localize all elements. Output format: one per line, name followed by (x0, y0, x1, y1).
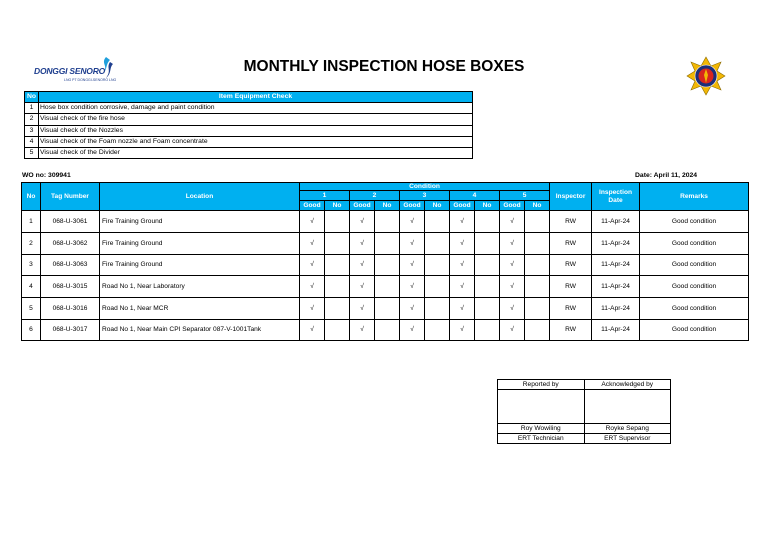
check-good-4: √ (450, 319, 475, 341)
condition-group-2: 2 (350, 191, 400, 201)
check-good-3: √ (400, 232, 425, 254)
col-header-item: Item Equipment Check (39, 92, 473, 103)
checklist-no: 5 (25, 147, 39, 158)
work-order-number: WO no: 309941 (22, 172, 71, 179)
fire-department-emblem-icon (686, 56, 726, 96)
check-no-5 (525, 276, 550, 298)
check-no-1 (325, 319, 350, 341)
checklist-no: 3 (25, 125, 39, 136)
check-no-4 (475, 276, 500, 298)
check-good-3: √ (400, 298, 425, 320)
checklist-text: Visual check of the Nozzles (39, 125, 473, 136)
col-no: No (525, 201, 550, 211)
location: Fire Training Ground (100, 254, 300, 276)
check-good-2: √ (350, 319, 375, 341)
checklist-row (25, 147, 473, 158)
check-no-2 (375, 211, 400, 233)
col-header-no: No (25, 92, 39, 103)
check-good-5: √ (500, 319, 525, 341)
col-header-location: Location (100, 183, 300, 211)
check-good-1: √ (300, 254, 325, 276)
location: Fire Training Ground (100, 232, 300, 254)
check-no-4 (475, 232, 500, 254)
check-no-3 (425, 211, 450, 233)
checklist-row (25, 114, 473, 125)
inspection-date: 11-Apr-24 (592, 298, 640, 320)
tag-number: 068-U-3017 (41, 319, 100, 341)
inspector: RW (550, 254, 592, 276)
tag-number: 068-U-3016 (41, 298, 100, 320)
row-no: 3 (22, 254, 41, 276)
check-good-2: √ (350, 232, 375, 254)
check-no-3 (425, 232, 450, 254)
check-no-2 (375, 298, 400, 320)
inspection-date: 11-Apr-24 (592, 232, 640, 254)
check-good-3: √ (400, 276, 425, 298)
page-title: MONTHLY INSPECTION HOSE BOXES (243, 58, 525, 75)
remarks: Good condition (640, 254, 749, 276)
col-no: No (375, 201, 400, 211)
check-good-2: √ (350, 211, 375, 233)
col-header-no: No (22, 183, 41, 211)
condition-group-1: 1 (300, 191, 350, 201)
remarks: Good condition (640, 319, 749, 341)
check-no-4 (475, 319, 500, 341)
inspector: RW (550, 232, 592, 254)
check-no-2 (375, 254, 400, 276)
checklist-no: 2 (25, 114, 39, 125)
report-date: Date: April 11, 2024 (635, 172, 698, 179)
col-no: No (425, 201, 450, 211)
location: Road No 1, Near MCR (100, 298, 300, 320)
row-no: 2 (22, 232, 41, 254)
check-no-1 (325, 254, 350, 276)
col-header-condition: Condition (300, 183, 550, 191)
check-good-5: √ (500, 232, 525, 254)
col-header-date: Inspection Date (592, 183, 640, 211)
signoff-table (497, 379, 671, 444)
acknowledged-signature-area (584, 390, 671, 424)
inspector: RW (550, 276, 592, 298)
row-no: 6 (22, 319, 41, 341)
check-no-2 (375, 232, 400, 254)
checklist-no: 4 (25, 136, 39, 147)
table-row (22, 211, 749, 233)
check-good-2: √ (350, 254, 375, 276)
col-header-inspector: Inspector (550, 183, 592, 211)
tag-number: 068-U-3015 (41, 276, 100, 298)
check-no-4 (475, 211, 500, 233)
check-no-2 (375, 319, 400, 341)
check-no-2 (375, 276, 400, 298)
check-no-5 (525, 254, 550, 276)
col-good: Good (350, 201, 375, 211)
check-good-2: √ (350, 298, 375, 320)
check-good-4: √ (450, 298, 475, 320)
inspector: RW (550, 211, 592, 233)
col-header-remarks: Remarks (640, 183, 749, 211)
inspector: RW (550, 319, 592, 341)
check-good-3: √ (400, 211, 425, 233)
check-good-4: √ (450, 276, 475, 298)
checklist-no: 1 (25, 103, 39, 114)
inspection-date: 11-Apr-24 (592, 276, 640, 298)
col-no: No (325, 201, 350, 211)
acknowledged-by-label: Acknowledged by (584, 380, 671, 390)
check-no-5 (525, 211, 550, 233)
inspector: RW (550, 298, 592, 320)
checklist-text: Hose box condition corrosive, damage and paint condition (39, 103, 473, 114)
reported-by-label: Reported by (498, 380, 585, 390)
inspection-date: 11-Apr-24 (592, 211, 640, 233)
check-good-5: √ (500, 276, 525, 298)
tag-number: 068-U-3061 (41, 211, 100, 233)
condition-group-4: 4 (450, 191, 500, 201)
reported-signature-area (498, 390, 585, 424)
condition-group-3: 3 (400, 191, 450, 201)
location: Road No 1, Near Main CPI Separator 087-V-1001Tank (100, 319, 300, 341)
check-no-4 (475, 298, 500, 320)
checklist-text: Visual check of the Divider (39, 147, 473, 158)
check-no-5 (525, 298, 550, 320)
reported-by-name: Roy Wowiling (498, 424, 585, 434)
check-good-1: √ (300, 232, 325, 254)
inspection-date: 11-Apr-24 (592, 254, 640, 276)
check-good-4: √ (450, 232, 475, 254)
check-no-3 (425, 319, 450, 341)
check-no-1 (325, 232, 350, 254)
check-no-5 (525, 319, 550, 341)
col-good: Good (450, 201, 475, 211)
table-row (22, 298, 749, 320)
check-good-1: √ (300, 319, 325, 341)
equipment-check-table (24, 91, 473, 159)
check-good-5: √ (500, 211, 525, 233)
row-no: 5 (22, 298, 41, 320)
check-good-4: √ (450, 211, 475, 233)
logo-brand-text: DONGGI SENORO (34, 66, 106, 76)
inspection-date: 11-Apr-24 (592, 319, 640, 341)
acknowledged-by-name: Royke Sepang (584, 424, 671, 434)
table-row (22, 276, 749, 298)
acknowledged-by-role: ERT Supervisor (584, 434, 671, 444)
check-no-1 (325, 276, 350, 298)
checklist-row (25, 125, 473, 136)
checklist-row (25, 103, 473, 114)
col-good: Good (300, 201, 325, 211)
check-good-3: √ (400, 254, 425, 276)
checklist-text: Visual check of the Foam nozzle and Foam concentrate (39, 136, 473, 147)
check-no-3 (425, 254, 450, 276)
check-good-1: √ (300, 298, 325, 320)
check-good-1: √ (300, 211, 325, 233)
remarks: Good condition (640, 211, 749, 233)
table-row (22, 232, 749, 254)
row-no: 1 (22, 211, 41, 233)
tag-number: 068-U-3062 (41, 232, 100, 254)
check-good-5: √ (500, 254, 525, 276)
col-good: Good (500, 201, 525, 211)
row-no: 4 (22, 276, 41, 298)
check-good-5: √ (500, 298, 525, 320)
check-good-4: √ (450, 254, 475, 276)
remarks: Good condition (640, 298, 749, 320)
table-row (22, 254, 749, 276)
col-good: Good (400, 201, 425, 211)
reported-by-role: ERT Technician (498, 434, 585, 444)
col-no: No (475, 201, 500, 211)
table-row (22, 319, 749, 341)
check-no-1 (325, 298, 350, 320)
check-no-1 (325, 211, 350, 233)
check-good-1: √ (300, 276, 325, 298)
checklist-row (25, 136, 473, 147)
col-header-tag: Tag Number (41, 183, 100, 211)
inspection-table (21, 182, 749, 341)
check-good-3: √ (400, 319, 425, 341)
checklist-text: Visual check of the fire hose (39, 114, 473, 125)
logo-sub-text: LNG PT DONGGI-SENORO LNG (64, 78, 117, 82)
condition-group-5: 5 (500, 191, 550, 201)
check-no-3 (425, 276, 450, 298)
location: Road No 1, Near Laboratory (100, 276, 300, 298)
check-no-3 (425, 298, 450, 320)
check-good-2: √ (350, 276, 375, 298)
check-no-5 (525, 232, 550, 254)
remarks: Good condition (640, 276, 749, 298)
check-no-4 (475, 254, 500, 276)
location: Fire Training Ground (100, 211, 300, 233)
remarks: Good condition (640, 232, 749, 254)
tag-number: 068-U-3063 (41, 254, 100, 276)
